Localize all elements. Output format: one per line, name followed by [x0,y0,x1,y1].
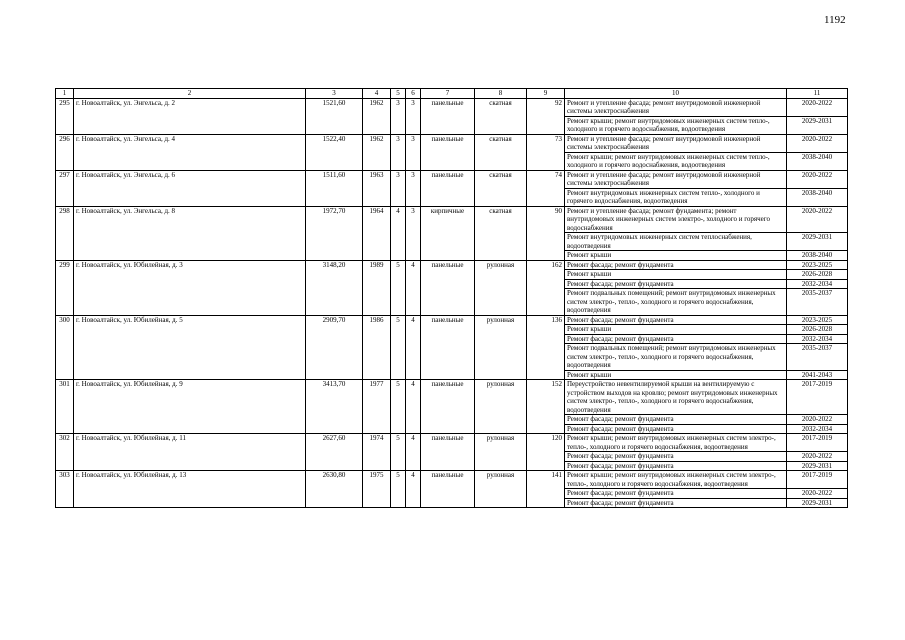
address-cell: г. Новоалтайск, ул. Юбилейная, д. 5 [74,315,306,380]
period-cell: 2020-2022 [787,489,848,499]
area-cell: 3148,20 [306,260,363,315]
floors-cell: 5 [391,471,406,508]
entrances-cell: 4 [406,471,421,508]
work-description-cell: Ремонт фасада; ремонт фундамента [565,489,787,499]
column-header-cell: 5 [391,89,406,99]
entrances-cell: 3 [406,134,421,170]
floors-cell: 3 [391,170,406,206]
period-cell: 2020-2022 [787,206,848,233]
work-description-cell: Ремонт фасада; ремонт фундамента [565,260,787,270]
wall-material-cell: панельные [421,471,475,508]
work-description-cell: Ремонт подвальных помещений; ремонт внутридомовых инженерных систем электро-, тепло-, холодного и горячего водоснабжения, водоотведения [565,289,787,316]
row-number-cell: 302 [56,434,74,471]
wall-material-cell: панельные [421,98,475,134]
year-cell: 1974 [363,434,391,471]
entrances-cell: 4 [406,260,421,315]
row-number-cell: 300 [56,315,74,380]
period-cell: 2029-2031 [787,233,848,251]
entrances-cell: 3 [406,98,421,134]
year-cell: 1975 [363,471,391,508]
work-description-cell: Ремонт фасада; ремонт фундамента [565,315,787,325]
work-description-cell: Ремонт фасада; ремонт фундамента [565,279,787,289]
column-header-cell: 3 [306,89,363,99]
work-description-cell: Ремонт фасада; ремонт фундамента [565,452,787,462]
floors-cell: 5 [391,434,406,471]
row-number-cell: 297 [56,170,74,206]
residents-cell: 152 [527,380,565,434]
address-cell: г. Новоалтайск, ул. Энгельса, д. 2 [74,98,306,134]
period-cell: 2020-2022 [787,98,848,116]
repair-schedule-table [55,88,848,508]
period-cell: 2032-2034 [787,279,848,289]
year-cell: 1977 [363,380,391,434]
roof-type-cell: рулонная [475,315,527,380]
residents-cell: 141 [527,471,565,508]
row-number-cell: 298 [56,206,74,260]
period-cell: 2038-2040 [787,251,848,261]
work-description-cell: Ремонт и утепление фасада; ремонт внутридомовой инженерной системы электроснабжения [565,98,787,116]
entrances-cell: 4 [406,434,421,471]
address-cell: г. Новоалтайск, ул. Юбилейная, д. 9 [74,380,306,434]
year-cell: 1986 [363,315,391,380]
floors-cell: 3 [391,98,406,134]
floors-cell: 5 [391,260,406,315]
work-description-cell: Ремонт крыши; ремонт внутридомовых инженерных систем тепло-, холодного и горячего водоснабжения, водоотведения [565,116,787,134]
period-cell: 2032-2034 [787,334,848,344]
period-cell: 2035-2037 [787,289,848,316]
period-cell: 2026-2028 [787,270,848,280]
column-header-cell: 11 [787,89,848,99]
column-number-header [56,89,848,99]
roof-type-cell: скатная [475,98,527,134]
work-description-cell: Ремонт фасада; ремонт фундамента [565,415,787,425]
residents-cell: 120 [527,434,565,471]
period-cell: 2026-2028 [787,325,848,335]
entrances-cell: 4 [406,380,421,434]
row-number-cell: 303 [56,471,74,508]
wall-material-cell: панельные [421,134,475,170]
period-cell: 2017-2019 [787,380,848,415]
floors-cell: 5 [391,315,406,380]
work-description-cell: Ремонт и утепление фасада; ремонт фундамента; ремонт внутридомовых инженерных систем электро-, холодного и горячего водоснабжения [565,206,787,233]
row-number-cell: 299 [56,260,74,315]
table-row [56,471,848,489]
table-row [56,315,848,325]
work-description-cell: Ремонт внутридомовых инженерных систем тепло-, холодного и горячего водоснабжения, водоотведения [565,188,787,206]
address-cell: г. Новоалтайск, ул. Энгельса, д. 8 [74,206,306,260]
column-header-cell: 10 [565,89,787,99]
work-description-cell: Ремонт крыши [565,251,787,261]
residents-cell: 90 [527,206,565,260]
area-cell: 2630,80 [306,471,363,508]
work-description-cell: Ремонт крыши; ремонт внутридомовых инженерных систем электро-, тепло-, холодного и горячего водоснабжения, водоотведения [565,471,787,489]
address-cell: г. Новоалтайск, ул. Энгельса, д. 6 [74,170,306,206]
column-header-cell: 4 [363,89,391,99]
area-cell: 1522,40 [306,134,363,170]
wall-material-cell: панельные [421,170,475,206]
area-cell: 2909,70 [306,315,363,380]
address-cell: г. Новоалтайск, ул. Юбилейная, д. 3 [74,260,306,315]
period-cell: 2041-2043 [787,370,848,380]
roof-type-cell: рулонная [475,380,527,434]
work-description-cell: Ремонт крыши [565,325,787,335]
column-header-cell: 7 [421,89,475,99]
period-cell: 2017-2019 [787,471,848,489]
roof-type-cell: рулонная [475,434,527,471]
table-row [56,98,848,116]
period-cell: 2038-2040 [787,152,848,170]
work-description-cell: Ремонт подвальных помещений; ремонт внутридомовых инженерных систем электро-, тепло-, холодного и горячего водоснабжения, водоотведения [565,344,787,371]
page-number: 1192 [824,14,846,26]
entrances-cell: 4 [406,315,421,380]
work-description-cell: Ремонт крыши [565,270,787,280]
residents-cell: 73 [527,134,565,170]
period-cell: 2020-2022 [787,415,848,425]
period-cell: 2023-2025 [787,315,848,325]
period-cell: 2020-2022 [787,170,848,188]
work-description-cell: Ремонт крыши; ремонт внутридомовых инженерных систем тепло-, холодного и горячего водоснабжения, водоотведения [565,152,787,170]
table-row [56,170,848,188]
entrances-cell: 3 [406,170,421,206]
area-cell: 2627,60 [306,434,363,471]
entrances-cell: 3 [406,206,421,260]
row-number-cell: 296 [56,134,74,170]
wall-material-cell: панельные [421,434,475,471]
work-description-cell: Ремонт и утепление фасада; ремонт внутридомовой инженерной системы электроснабжения [565,134,787,152]
roof-type-cell: скатная [475,170,527,206]
address-cell: г. Новоалтайск, ул. Юбилейная, д. 13 [74,471,306,508]
wall-material-cell: панельные [421,260,475,315]
year-cell: 1964 [363,206,391,260]
work-description-cell: Ремонт внутридомовых инженерных систем теплоснабжения, водоотведения [565,233,787,251]
address-cell: г. Новоалтайск, ул. Энгельса, д. 4 [74,134,306,170]
residents-cell: 136 [527,315,565,380]
year-cell: 1962 [363,98,391,134]
residents-cell: 162 [527,260,565,315]
period-cell: 2029-2031 [787,498,848,508]
column-header-cell: 6 [406,89,421,99]
area-cell: 1511,60 [306,170,363,206]
row-number-cell: 295 [56,98,74,134]
wall-material-cell: панельные [421,380,475,434]
table-row [56,260,848,270]
period-cell: 2032-2034 [787,424,848,434]
roof-type-cell: рулонная [475,260,527,315]
column-header-cell: 2 [74,89,306,99]
work-description-cell: Ремонт крыши [565,370,787,380]
work-description-cell: Ремонт фасада; ремонт фундамента [565,498,787,508]
residents-cell: 92 [527,98,565,134]
period-cell: 2023-2025 [787,260,848,270]
work-description-cell: Ремонт и утепление фасада; ремонт внутридомовой инженерной системы электроснабжения [565,170,787,188]
floors-cell: 5 [391,380,406,434]
table-row [56,380,848,415]
roof-type-cell: скатная [475,134,527,170]
table-row [56,434,848,452]
table-row [56,206,848,233]
year-cell: 1962 [363,134,391,170]
period-cell: 2035-2037 [787,344,848,371]
work-description-cell: Ремонт фасада; ремонт фундамента [565,461,787,471]
period-cell: 2020-2022 [787,134,848,152]
floors-cell: 4 [391,206,406,260]
column-header-cell: 8 [475,89,527,99]
address-cell: г. Новоалтайск, ул. Юбилейная, д. 11 [74,434,306,471]
column-header-cell: 9 [527,89,565,99]
area-cell: 1972,70 [306,206,363,260]
table-row [56,134,848,152]
year-cell: 1963 [363,170,391,206]
area-cell: 1521,60 [306,98,363,134]
wall-material-cell: кирпичные [421,206,475,260]
roof-type-cell: рулонная [475,471,527,508]
period-cell: 2020-2022 [787,452,848,462]
period-cell: 2038-2040 [787,188,848,206]
period-cell: 2029-2031 [787,116,848,134]
wall-material-cell: панельные [421,315,475,380]
period-cell: 2029-2031 [787,461,848,471]
row-number-cell: 301 [56,380,74,434]
floors-cell: 3 [391,134,406,170]
area-cell: 3413,70 [306,380,363,434]
work-description-cell: Ремонт крыши; ремонт внутридомовых инженерных систем электро-, тепло-, холодного и горячего водоснабжения, водоотведения [565,434,787,452]
period-cell: 2017-2019 [787,434,848,452]
year-cell: 1989 [363,260,391,315]
residents-cell: 74 [527,170,565,206]
work-description-cell: Ремонт фасада; ремонт фундамента [565,334,787,344]
work-description-cell: Ремонт фасада; ремонт фундамента [565,424,787,434]
work-description-cell: Переустройство невентилируемой крыши на вентилируемую с устройством выходов на кровлю; ремонт внутридомовых инженерных систем электро-, тепло-, холодного и горячего водоснабжения, водоотведения [565,380,787,415]
column-header-cell: 1 [56,89,74,99]
roof-type-cell: скатная [475,206,527,260]
